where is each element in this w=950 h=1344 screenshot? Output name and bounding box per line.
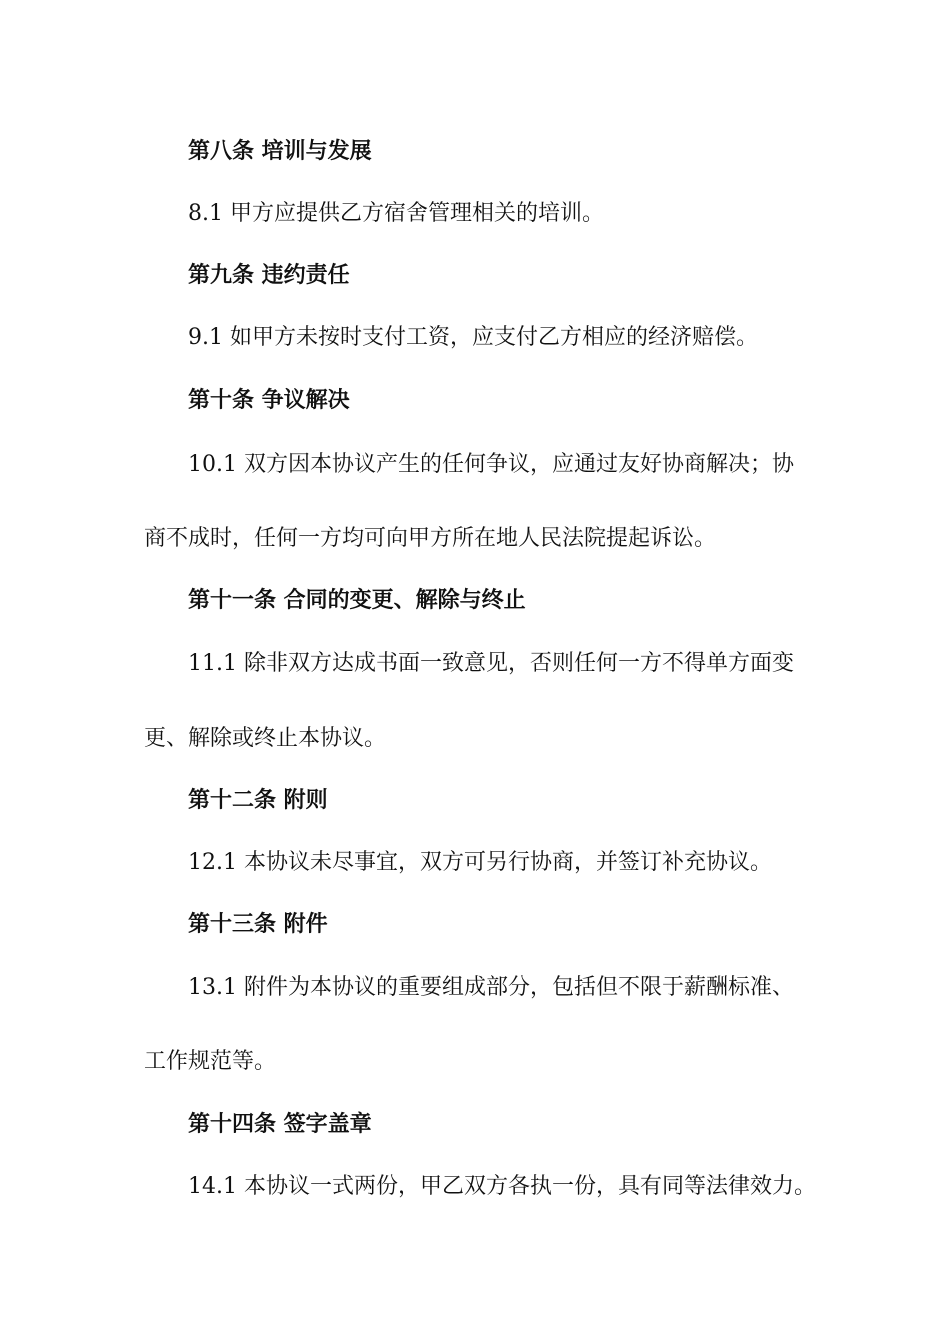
- clause-11-1-line-2: 更、解除或终止本协议。: [144, 726, 387, 751]
- section-heading-13: 第十三条 附件: [188, 912, 328, 937]
- clause-13-1-line-1: 13.1 附件为本协议的重要组成部分，包括但不限于薪酬标准、: [188, 975, 794, 1000]
- clause-10-1-line-1: 10.1 双方因本协议产生的任何争议，应通过友好协商解决；协: [188, 452, 794, 477]
- section-heading-9: 第九条 违约责任: [188, 263, 350, 288]
- section-heading-8: 第八条 培训与发展: [188, 139, 372, 164]
- section-heading-12: 第十二条 附则: [188, 788, 328, 813]
- clause-10-1-line-2: 商不成时，任何一方均可向甲方所在地人民法院提起诉讼。: [144, 526, 717, 551]
- section-heading-11: 第十一条 合同的变更、解除与终止: [188, 588, 526, 613]
- clause-9-1: 9.1 如甲方未按时支付工资，应支付乙方相应的经济赔偿。: [188, 325, 758, 350]
- clause-13-1-line-2: 工作规范等。: [144, 1049, 277, 1074]
- clause-8-1: 8.1 甲方应提供乙方宿舍管理相关的培训。: [188, 201, 604, 226]
- section-heading-10: 第十条 争议解决: [188, 388, 350, 413]
- clause-11-1-line-1: 11.1 除非双方达成书面一致意见，否则任何一方不得单方面变: [188, 651, 794, 676]
- clause-14-1: 14.1 本协议一式两份，甲乙双方各执一份，具有同等法律效力。: [188, 1174, 816, 1199]
- clause-12-1: 12.1 本协议未尽事宜，双方可另行协商，并签订补充协议。: [188, 850, 772, 875]
- section-heading-14: 第十四条 签字盖章: [188, 1112, 372, 1137]
